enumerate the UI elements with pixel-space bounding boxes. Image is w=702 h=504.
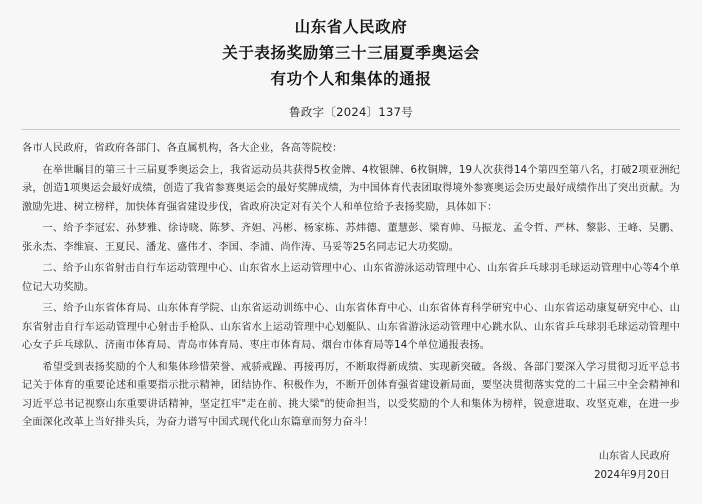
title-line-2: 关于表扬奖励第三十三届夏季奥运会 (222, 44, 480, 62)
paragraph-intro: 在举世瞩目的第三十三届夏季奥运会上，我省运动员共获得5枚金牌、4枚银牌、6枚铜牌，19人次获得14个第四至第八名，打破2项亚洲纪录，创造1项奥运会最好成绩，创造了我省参赛奥运会的最好奖牌成绩，为中国体育代表团取得境外参赛奥运会历史最好成绩作出了突出贡献。为激励先进、树立榜样，加快体育强省建设步伐，省政府决定对有关个人和单位给予表扬奖励，具体如下： (22, 164, 680, 213)
salutation: 各市人民政府，省政府各部门、各直属机构，各大企业，各高等院校： (22, 143, 343, 154)
paragraph-closing: 希望受到表扬奖励的个人和集体珍惜荣誉、戒骄戒躁、再接再厉，不断取得新成绩、实现新突破。各级、各部门要深入学习贯彻习近平总书记关于体育的重要论述和重要指示批示精神，团结协作、积极作为，不断开创体育强省建设新局面，要坚决贯彻落实党的二十届三中全会精神和习近平总书记视察山东重要讲话精神，坚定扛牢"走在前、挑大梁"的使命担当，以受奖励的个人和集体为榜样，锐意进取、攻坚克难，在进一步全面深化改革上当好排头兵，为奋力谱写中国式现代化山东篇章而努力奋斗！ (22, 361, 680, 428)
signature-block (22, 447, 680, 485)
title-line-3: 有功个人和集体的通报 (270, 70, 432, 88)
paragraph-item-1: 一、给予李冠宏、孙梦雅、徐诗晓、陈梦、齐妲、冯彬、杨家栋、苏炜德、董慧彭、梁育帅、马振龙、孟令哲、严林、黎影、王峰、吴鹏、张永杰、李维宸、王夏民、潘龙、盛伟才、李国、李浦、尚作涛、马妥等25名同志记大功奖励。 (22, 223, 680, 253)
signature-organization: 山东省人民政府 (598, 450, 670, 462)
paragraph-item-2: 二、给予山东省射击自行车运动管理中心、山东省水上运动管理中心、山东省游泳运动管理中心、山东省乒乓球羽毛球运动管理中心等4个单位记大功奖励。 (22, 263, 680, 293)
signature-date: 2024年9月20日 (594, 469, 670, 481)
header-divider (22, 129, 680, 130)
paragraph-item-3: 三、给予山东省体育局、山东体育学院、山东省运动训练中心、山东省体育中心、山东省体育科学研究中心、山东省运动康复研究中心、山东省射击自行车运动管理中心射击手枪队、山东省水上运动管理中心划艇队、山东省游泳运动管理中心跳水队、山东省乒乓球羽毛球运动管理中心女子乒乓球队、济南市体育局、青岛市体育局、枣庄市体育局、烟台市体育局等14个单位通报表扬。 (22, 303, 680, 351)
title-line-1: 山东省人民政府 (294, 18, 408, 36)
document-number: 鲁政字〔2024〕137号 (288, 105, 414, 119)
document-body (22, 140, 680, 433)
document-title (22, 12, 680, 92)
